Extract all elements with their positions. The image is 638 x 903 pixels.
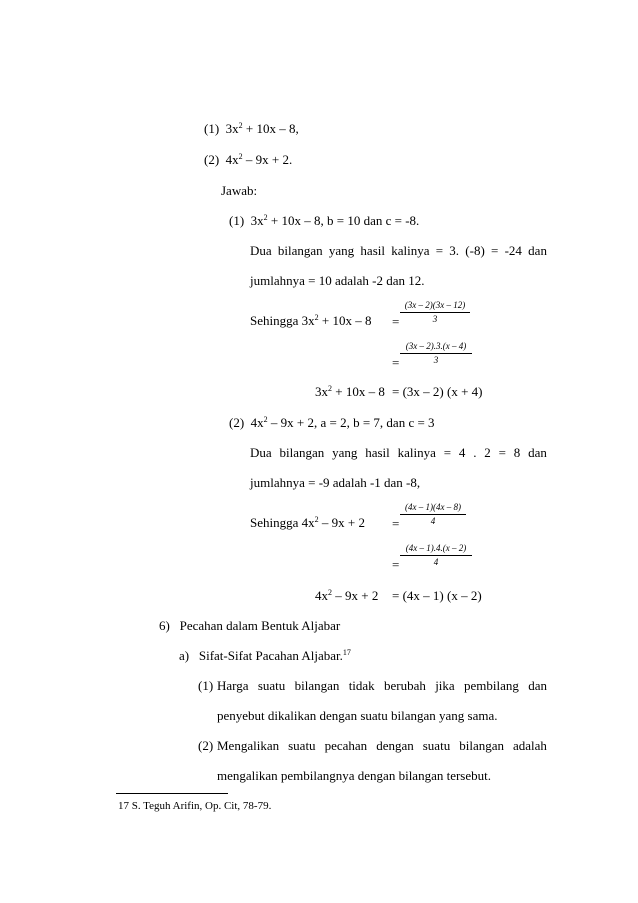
word: yang [328, 243, 355, 258]
solution-1-sehingga [250, 313, 371, 329]
word: suatu [422, 738, 451, 753]
expr-part: + 10x – 8 [318, 313, 372, 328]
expr-part: – 9x + 2 [318, 515, 365, 530]
fraction-bar [400, 312, 470, 313]
expr-part: 4x [225, 152, 239, 167]
solution-2-sehingga [250, 515, 365, 531]
equals-sign: = [392, 516, 400, 531]
word: (-8) [465, 243, 485, 258]
subsection-title: Sifat-Sifat Pacahan Aljabar. [198, 648, 343, 663]
fraction-denominator: 3 [432, 314, 438, 324]
exponent: 2 [238, 152, 243, 161]
section-6-heading [159, 618, 340, 634]
word: Mengalikan [217, 738, 280, 753]
word: 3. [449, 243, 460, 258]
problem-1 [204, 121, 299, 137]
item-1-line-2: penyebut dikalikan dengan suatu bilangan yang sama. [217, 708, 498, 723]
exponent: 2 [263, 415, 268, 424]
fraction-denominator: 4 [433, 557, 439, 567]
problem-number: (1) [204, 121, 220, 136]
word: hasil [360, 243, 385, 258]
equals-sign: = [392, 314, 400, 329]
problem-number: (2) [204, 152, 220, 167]
solution-2-heading [229, 415, 435, 431]
problem-2 [204, 152, 292, 168]
fraction-1 [400, 300, 470, 325]
word: dan [528, 243, 547, 258]
word: kalinya [391, 243, 430, 258]
exponent: 2 [328, 384, 332, 393]
fraction-numerator: (4x – 1)(4x – 8) [405, 502, 461, 512]
word: dan [528, 445, 547, 460]
word: yang [332, 445, 358, 460]
exponent: 2 [314, 515, 319, 524]
solution-2-dua-line [250, 445, 547, 461]
solution-2-jumlah: jumlahnya = -9 adalah -1 dan -8, [250, 475, 421, 490]
word: = [491, 243, 499, 258]
word: = [435, 243, 444, 258]
fraction-3 [400, 502, 466, 527]
item-1-number: (1) [198, 678, 214, 693]
fraction-numerator: (3x – 2)(3x – 12) [404, 300, 466, 310]
item-2-line-1 [217, 738, 547, 754]
expr-part: + 10x – 8, b = 10 dan c = -8. [267, 213, 420, 228]
jawab-heading: Jawab: [221, 183, 258, 198]
word: = [443, 445, 452, 460]
word: pecahan [324, 738, 368, 753]
word: suatu [288, 738, 316, 753]
solution-1-jumlah: jumlahnya = 10 adalah -2 dan 12. [250, 273, 425, 288]
solution-1-dua-line [250, 243, 547, 259]
word: bilangan [294, 678, 340, 693]
expr-part: – 9x + 2 [332, 588, 379, 603]
section-title: Pecahan dalam Bentuk Aljabar [179, 618, 341, 633]
item-2-number: (2) [198, 738, 214, 753]
expr-part: 3x [250, 213, 264, 228]
section-number: 6) [159, 618, 170, 633]
equals-sign: = [392, 355, 400, 370]
expr-part: 3x [225, 121, 239, 136]
subsection-label: a) [179, 648, 190, 663]
fraction-bar [400, 555, 472, 556]
footnote-rule [116, 793, 228, 794]
word: bilangan [279, 445, 325, 460]
word: -24 [504, 243, 522, 258]
fraction-bar [400, 514, 466, 515]
item-1-line-1 [217, 678, 547, 694]
solution-2-final [315, 588, 378, 604]
word: Harga [217, 678, 249, 693]
expr-part: + 10x – 8 [332, 384, 385, 399]
expr-part: Sehingga 4x [250, 515, 315, 530]
fraction-bar [400, 353, 472, 354]
exponent: 2 [314, 313, 319, 322]
expr-part: + 10x – 8, [242, 121, 299, 136]
word: hasil [365, 445, 390, 460]
subsection-a-heading [179, 648, 351, 664]
expr-part: 4x [315, 588, 328, 603]
word: Dua [250, 243, 272, 258]
exponent: 2 [263, 213, 268, 222]
solution-1-final [315, 384, 385, 400]
footnote: 17 S. Teguh Arifin, Op. Cit, 78-79. [118, 800, 272, 812]
fraction-numerator: (4x – 1).4.(x – 2) [405, 543, 467, 553]
word: bilangan [459, 738, 504, 753]
expr-part: – 9x + 2. [242, 152, 293, 167]
expr-part: 4x [250, 415, 264, 430]
word: jika [435, 678, 455, 693]
expr-part: – 9x + 2, a = 2, b = 7, dan c = 3 [267, 415, 435, 430]
footnote-ref: 17 [342, 648, 351, 657]
fraction-2 [400, 341, 472, 366]
word: dan [528, 678, 547, 693]
word: kalinya [397, 445, 436, 460]
expr-part: 3x [315, 384, 328, 399]
word: 4 [458, 445, 466, 460]
word: Dua [250, 445, 272, 460]
equals-sign: = [392, 557, 400, 572]
word: pembilang [464, 678, 519, 693]
solution-number: (1) [229, 213, 245, 228]
fraction-denominator: 4 [430, 516, 436, 526]
exponent: 2 [328, 588, 332, 597]
fraction-denominator: 3 [433, 355, 439, 365]
word: berubah [384, 678, 426, 693]
solution-number: (2) [229, 415, 245, 430]
word: . [473, 445, 477, 460]
word: = [498, 445, 506, 460]
word: adalah [513, 738, 547, 753]
exponent: 2 [238, 121, 243, 130]
item-2-line-2: mengalikan pembilangnya dengan bilangan tersebut. [217, 768, 491, 783]
solution-1-final-rhs: = (3x – 2) (x + 4) [392, 384, 483, 399]
word: tidak [348, 678, 375, 693]
word: dengan [376, 738, 414, 753]
word: 8 [513, 445, 521, 460]
solution-2-final-rhs: = (4x – 1) (x – 2) [392, 588, 482, 603]
solution-1-heading [229, 213, 419, 229]
fraction-numerator: (3x – 2).3.(x – 4) [405, 341, 467, 351]
word: 2 [484, 445, 491, 460]
word: suatu [257, 678, 286, 693]
expr-part: Sehingga 3x [250, 313, 315, 328]
fraction-4 [400, 543, 472, 568]
word: bilangan [277, 243, 323, 258]
